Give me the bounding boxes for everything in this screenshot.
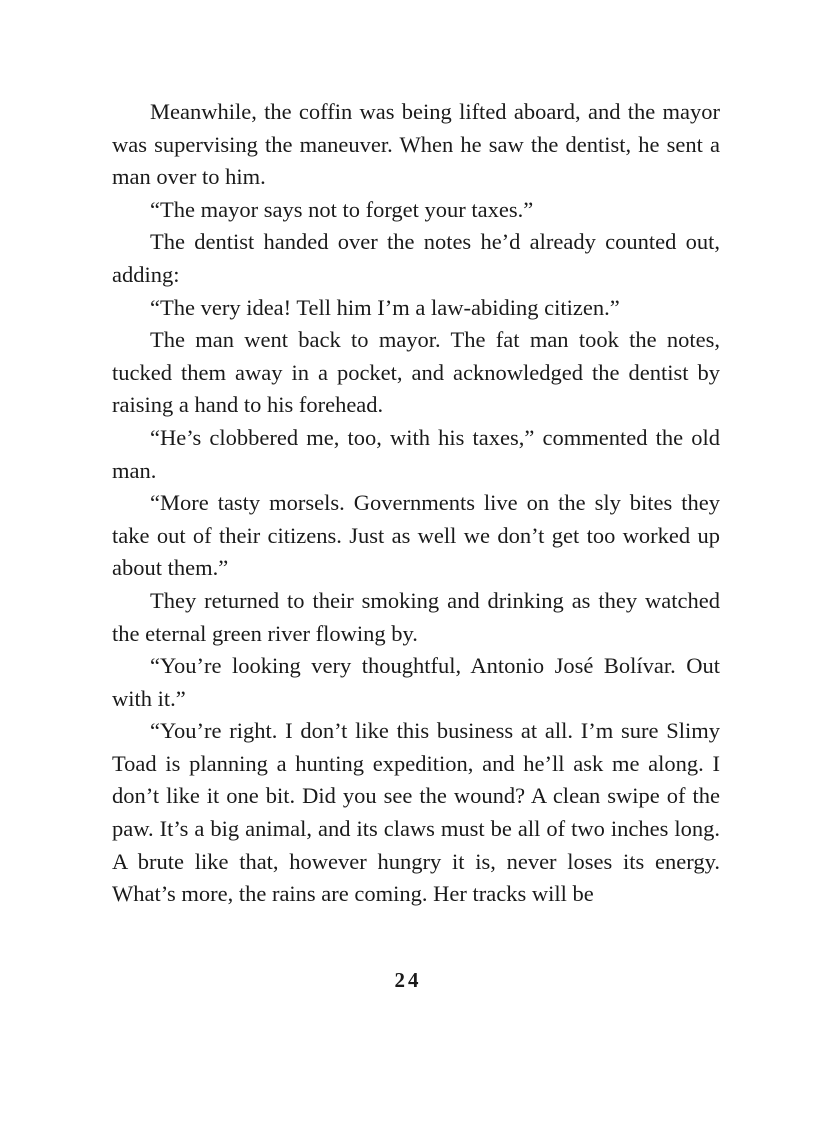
paragraph: “You’re looking very thoughtful, Antonio José Bolívar. Out with it.” — [112, 653, 720, 711]
paragraph: “You’re right. I don’t like this business at all. I’m sure Slimy Toad is planning a hunting expedition, and he’ll ask me along. I don’t like it one bit. Did you see the wound? A clean swipe of the paw. It’s a big animal, and its claws must be all of two inches long. A brute like that, however hungry it is, never loses its energy. What’s more, the rains are coming. Her tracks will be — [112, 718, 720, 907]
paragraph: They returned to their smoking and drinking as they watched the eternal green river flowing by. — [112, 587, 720, 646]
paragraph: “The mayor says not to forget your taxes.” — [150, 196, 534, 222]
paragraph: The dentist handed over the notes he’d already counted out, adding: — [112, 229, 720, 287]
page-body — [112, 96, 720, 911]
paragraph: “The very idea! Tell him I’m a law-abiding citizen.” — [150, 294, 620, 320]
paragraph: “More tasty morsels. Governments live on the sly bites they take out of their citizens. Just as well we don’t get too worked up about them.” — [112, 490, 720, 581]
paragraph: “He’s clobbered me, too, with his taxes,” commented the old man. — [112, 424, 720, 483]
paragraph: The man went back to mayor. The fat man took the notes, tucked them away in a pocket, and acknowledged the dentist by raising a hand to his forehead. — [112, 327, 720, 418]
page-number: 24 — [394, 968, 422, 992]
paragraph: Meanwhile, the coffin was being lifted aboard, and the mayor was supervising the maneuver. When he saw the dentist, he sent a man over to him. — [112, 99, 720, 190]
